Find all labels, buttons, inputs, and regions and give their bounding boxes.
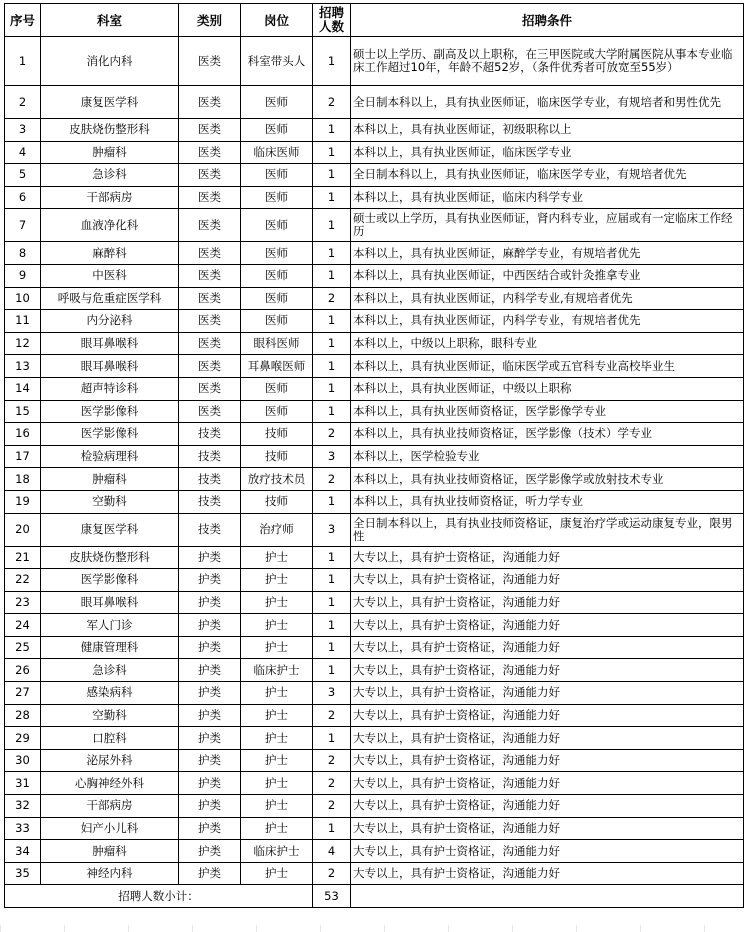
row-department: 医学影像科 [41,569,179,592]
table-row [5,862,744,885]
row-department: 内分泌科 [41,310,179,333]
row-seq: 8 [5,242,41,265]
row-category: 护类 [179,636,241,659]
row-department: 呼吸与危重症医学科 [41,287,179,310]
row-requirements: 大专以上，具有护士资格证，沟通能力好 [351,772,744,795]
recruitment-table [4,3,744,908]
row-position: 技师 [241,490,313,513]
row-position: 临床医师 [241,141,313,164]
header-seq: 序号 [5,4,41,37]
row-department: 皮肤烧伤整形科 [41,119,179,142]
row-position: 眼科医师 [241,332,313,355]
table-row [5,591,744,614]
row-department: 血液净化科 [41,209,179,242]
row-category: 医类 [179,119,241,142]
row-count: 1 [313,186,351,209]
row-category: 护类 [179,749,241,772]
row-seq: 28 [5,704,41,727]
table-row [5,400,744,423]
table-row [5,817,744,840]
row-requirements: 大专以上，具有护士资格证，沟通能力好 [351,636,744,659]
row-category: 医类 [179,310,241,333]
row-count: 3 [313,513,351,546]
row-position: 技师 [241,445,313,468]
row-count: 1 [313,332,351,355]
row-count: 1 [313,264,351,287]
row-seq: 17 [5,445,41,468]
row-requirements: 本科以上，具有执业技师资格证，医学影像（技术）学专业 [351,423,744,446]
row-category: 护类 [179,840,241,863]
table-row [5,264,744,287]
row-requirements: 大专以上，具有护士资格证，沟通能力好 [351,817,744,840]
row-position: 护士 [241,546,313,569]
row-requirements: 大专以上，具有护士资格证，沟通能力好 [351,591,744,614]
row-department: 皮肤烧伤整形科 [41,546,179,569]
row-requirements: 本科以上，具有执业医师证，内科学专业，有规培者优先 [351,310,744,333]
row-department: 干部病房 [41,186,179,209]
row-requirements: 本科以上，具有执业医师证，内科学专业,有规培者优先 [351,287,744,310]
row-department: 军人门诊 [41,614,179,637]
row-department: 眼耳鼻喉科 [41,591,179,614]
row-position: 医师 [241,164,313,187]
table-row [5,186,744,209]
row-department: 健康管理科 [41,636,179,659]
row-count: 1 [313,546,351,569]
row-department: 肿瘤科 [41,468,179,491]
row-category: 技类 [179,468,241,491]
row-requirements: 大专以上，具有护士资格证，沟通能力好 [351,704,744,727]
row-count: 1 [313,242,351,265]
row-seq: 35 [5,862,41,885]
row-department: 妇产小儿科 [41,817,179,840]
row-department: 泌尿外科 [41,749,179,772]
row-department: 检验病理科 [41,445,179,468]
row-seq: 21 [5,546,41,569]
row-seq: 13 [5,355,41,378]
table-row [5,242,744,265]
table-row [5,86,744,119]
row-category: 护类 [179,817,241,840]
row-department: 医学影像科 [41,400,179,423]
row-position: 医师 [241,119,313,142]
row-requirements: 大专以上，具有护士资格证，沟通能力好 [351,659,744,682]
table-row [5,119,744,142]
row-requirements: 硕士或以上学历，具有执业医师证，肾内科专业，应届或有一定临床工作经历 [351,209,744,242]
row-seq: 24 [5,614,41,637]
row-position: 医师 [241,377,313,400]
footer-empty [351,885,744,908]
row-requirements: 大专以上，具有护士资格证，沟通能力好 [351,569,744,592]
row-count: 3 [313,682,351,705]
header-category: 类别 [179,4,241,37]
row-count: 2 [313,862,351,885]
footer-row [5,885,744,908]
table-row [5,727,744,750]
row-requirements: 本科以上，具有执业技师资格证，医学影像学或放射技术专业 [351,468,744,491]
row-category: 医类 [179,209,241,242]
row-category: 医类 [179,86,241,119]
row-seq: 4 [5,141,41,164]
table-row [5,37,744,86]
row-count: 1 [313,614,351,637]
row-seq: 33 [5,817,41,840]
row-count: 1 [313,400,351,423]
row-seq: 5 [5,164,41,187]
row-department: 空勤科 [41,704,179,727]
row-count: 1 [313,209,351,242]
row-count: 1 [313,490,351,513]
table-row [5,164,744,187]
row-position: 护士 [241,569,313,592]
row-department: 消化内科 [41,37,179,86]
row-position: 临床护士 [241,840,313,863]
table-row [5,749,744,772]
row-count: 1 [313,569,351,592]
row-category: 医类 [179,37,241,86]
row-category: 医类 [179,242,241,265]
row-position: 护士 [241,727,313,750]
row-count: 1 [313,164,351,187]
row-position: 医师 [241,86,313,119]
table-row [5,795,744,818]
table-row [5,287,744,310]
row-department: 急诊科 [41,164,179,187]
row-seq: 32 [5,795,41,818]
table-row [5,614,744,637]
row-requirements: 本科以上，具有执业医师证，中级以上职称 [351,377,744,400]
row-count: 1 [313,591,351,614]
row-count: 1 [313,355,351,378]
row-category: 医类 [179,186,241,209]
table-row [5,141,744,164]
row-count: 4 [313,840,351,863]
row-position: 医师 [241,264,313,287]
row-requirements: 全日制本科以上，具有执业医师证，临床医学专业，有规培者优先 [351,164,744,187]
row-requirements: 大专以上，具有护士资格证，沟通能力好 [351,614,744,637]
row-category: 护类 [179,704,241,727]
row-seq: 1 [5,37,41,86]
row-position: 医师 [241,400,313,423]
row-department: 麻醉科 [41,242,179,265]
row-seq: 6 [5,186,41,209]
row-position: 护士 [241,682,313,705]
row-seq: 27 [5,682,41,705]
row-requirements: 本科以上，医学检验专业 [351,445,744,468]
table-row [5,704,744,727]
row-seq: 26 [5,659,41,682]
row-count: 1 [313,141,351,164]
row-count: 1 [313,727,351,750]
footer-total: 53 [313,885,351,908]
row-category: 护类 [179,862,241,885]
row-count: 2 [313,704,351,727]
row-requirements: 本科以上，具有执业医师证，中西医结合或针灸推拿专业 [351,264,744,287]
row-seq: 34 [5,840,41,863]
row-seq: 31 [5,772,41,795]
row-position: 护士 [241,636,313,659]
table-row [5,377,744,400]
row-position: 医师 [241,186,313,209]
table-row [5,332,744,355]
row-category: 技类 [179,423,241,446]
row-category: 护类 [179,659,241,682]
row-position: 护士 [241,749,313,772]
footer-label: 招聘人数小计： [5,885,313,908]
row-position: 护士 [241,614,313,637]
row-count: 2 [313,795,351,818]
table-row [5,209,744,242]
row-department: 心胸神经外科 [41,772,179,795]
row-count: 3 [313,445,351,468]
row-position: 医师 [241,242,313,265]
row-position: 护士 [241,704,313,727]
row-category: 医类 [179,377,241,400]
row-position: 科室带头人 [241,37,313,86]
row-seq: 25 [5,636,41,659]
row-count: 1 [313,817,351,840]
row-department: 急诊科 [41,659,179,682]
table-row [5,468,744,491]
table-row [5,546,744,569]
row-category: 护类 [179,795,241,818]
row-category: 护类 [179,591,241,614]
row-seq: 14 [5,377,41,400]
row-count: 2 [313,468,351,491]
row-position: 临床护士 [241,659,313,682]
row-requirements: 本科以上，具有执业医师证，初级职称以上 [351,119,744,142]
table-row [5,310,744,333]
row-position: 医师 [241,310,313,333]
row-count: 2 [313,772,351,795]
row-count: 1 [313,310,351,333]
row-seq: 10 [5,287,41,310]
row-category: 护类 [179,546,241,569]
row-count: 2 [313,287,351,310]
row-seq: 23 [5,591,41,614]
row-seq: 19 [5,490,41,513]
table-row [5,840,744,863]
row-department: 空勤科 [41,490,179,513]
row-category: 医类 [179,355,241,378]
table-row [5,445,744,468]
row-department: 干部病房 [41,795,179,818]
table-row [5,513,744,546]
row-seq: 29 [5,727,41,750]
row-position: 医师 [241,287,313,310]
row-category: 护类 [179,569,241,592]
row-requirements: 大专以上，具有护士资格证，沟通能力好 [351,546,744,569]
row-position: 医师 [241,209,313,242]
table-row [5,772,744,795]
header-department: 科室 [41,4,179,37]
row-category: 护类 [179,727,241,750]
row-position: 技师 [241,423,313,446]
row-department: 口腔科 [41,727,179,750]
header-requirements: 招聘条件 [351,4,744,37]
table-row [5,569,744,592]
row-seq: 2 [5,86,41,119]
header-row [5,4,744,37]
row-seq: 22 [5,569,41,592]
row-category: 医类 [179,287,241,310]
row-department: 感染病科 [41,682,179,705]
row-department: 眼耳鼻喉科 [41,355,179,378]
row-requirements: 本科以上，具有执业医师证，临床医学专业 [351,141,744,164]
row-requirements: 硕士以上学历、副高及以上职称，在三甲医院或大学附属医院从事本专业临床工作超过10年，年龄不超52岁，（条件优秀者可放宽至55岁） [351,37,744,86]
row-count: 2 [313,86,351,119]
table-row [5,636,744,659]
header-position: 岗位 [241,4,313,37]
row-count: 1 [313,377,351,400]
row-seq: 12 [5,332,41,355]
row-position: 护士 [241,795,313,818]
table-row [5,490,744,513]
row-requirements: 大专以上，具有护士资格证，沟通能力好 [351,727,744,750]
table-row [5,355,744,378]
row-requirements: 大专以上，具有护士资格证，沟通能力好 [351,795,744,818]
row-requirements: 本科以上，具有执业医师证，临床医学或五官科专业高校毕业生 [351,355,744,378]
row-department: 神经内科 [41,862,179,885]
row-requirements: 全日制本科以上，具有执业技师资格证，康复治疗学或运动康复专业，限男性 [351,513,744,546]
row-category: 技类 [179,445,241,468]
table-row [5,682,744,705]
row-count: 1 [313,636,351,659]
row-category: 技类 [179,490,241,513]
row-category: 护类 [179,772,241,795]
row-position: 耳鼻喉医师 [241,355,313,378]
row-requirements: 本科以上，具有执业技师资格证，听力学专业 [351,490,744,513]
table-row [5,659,744,682]
row-count: 2 [313,749,351,772]
row-count: 1 [313,659,351,682]
row-department: 康复医学科 [41,86,179,119]
row-position: 治疗师 [241,513,313,546]
row-category: 医类 [179,400,241,423]
row-requirements: 大专以上，具有护士资格证，沟通能力好 [351,862,744,885]
row-seq: 3 [5,119,41,142]
row-requirements: 本科以上，具有执业医师证，临床内科学专业 [351,186,744,209]
row-seq: 18 [5,468,41,491]
row-category: 医类 [179,264,241,287]
row-category: 技类 [179,513,241,546]
row-count: 1 [313,37,351,86]
row-seq: 20 [5,513,41,546]
row-seq: 7 [5,209,41,242]
row-category: 医类 [179,141,241,164]
sheet-gridlines [0,925,746,932]
row-seq: 16 [5,423,41,446]
row-department: 肿瘤科 [41,141,179,164]
row-requirements: 大专以上，具有护士资格证，沟通能力好 [351,682,744,705]
row-department: 中医科 [41,264,179,287]
row-department: 眼耳鼻喉科 [41,332,179,355]
row-requirements: 全日制本科以上，具有执业医师证，临床医学专业，有规培者和男性优先 [351,86,744,119]
table-row [5,423,744,446]
row-position: 护士 [241,862,313,885]
row-position: 放疗技术员 [241,468,313,491]
row-requirements: 本科以上，具有执业医师证，麻醉学专业，有规培者优先 [351,242,744,265]
row-seq: 9 [5,264,41,287]
row-seq: 15 [5,400,41,423]
row-category: 护类 [179,614,241,637]
row-category: 医类 [179,164,241,187]
row-requirements: 本科以上，中级以上职称，眼科专业 [351,332,744,355]
row-department: 超声特诊科 [41,377,179,400]
row-position: 护士 [241,817,313,840]
row-category: 护类 [179,682,241,705]
row-department: 康复医学科 [41,513,179,546]
row-category: 医类 [179,332,241,355]
row-count: 1 [313,119,351,142]
row-seq: 30 [5,749,41,772]
row-requirements: 大专以上，具有护士资格证，沟通能力好 [351,749,744,772]
row-count: 2 [313,423,351,446]
row-requirements: 大专以上，具有护士资格证，沟通能力好 [351,840,744,863]
row-requirements: 本科以上，具有执业医师资格证，医学影像学专业 [351,400,744,423]
header-count: 招聘 人数 [313,4,351,37]
row-position: 护士 [241,772,313,795]
row-position: 护士 [241,591,313,614]
row-department: 肿瘤科 [41,840,179,863]
row-seq: 11 [5,310,41,333]
row-department: 医学影像科 [41,423,179,446]
